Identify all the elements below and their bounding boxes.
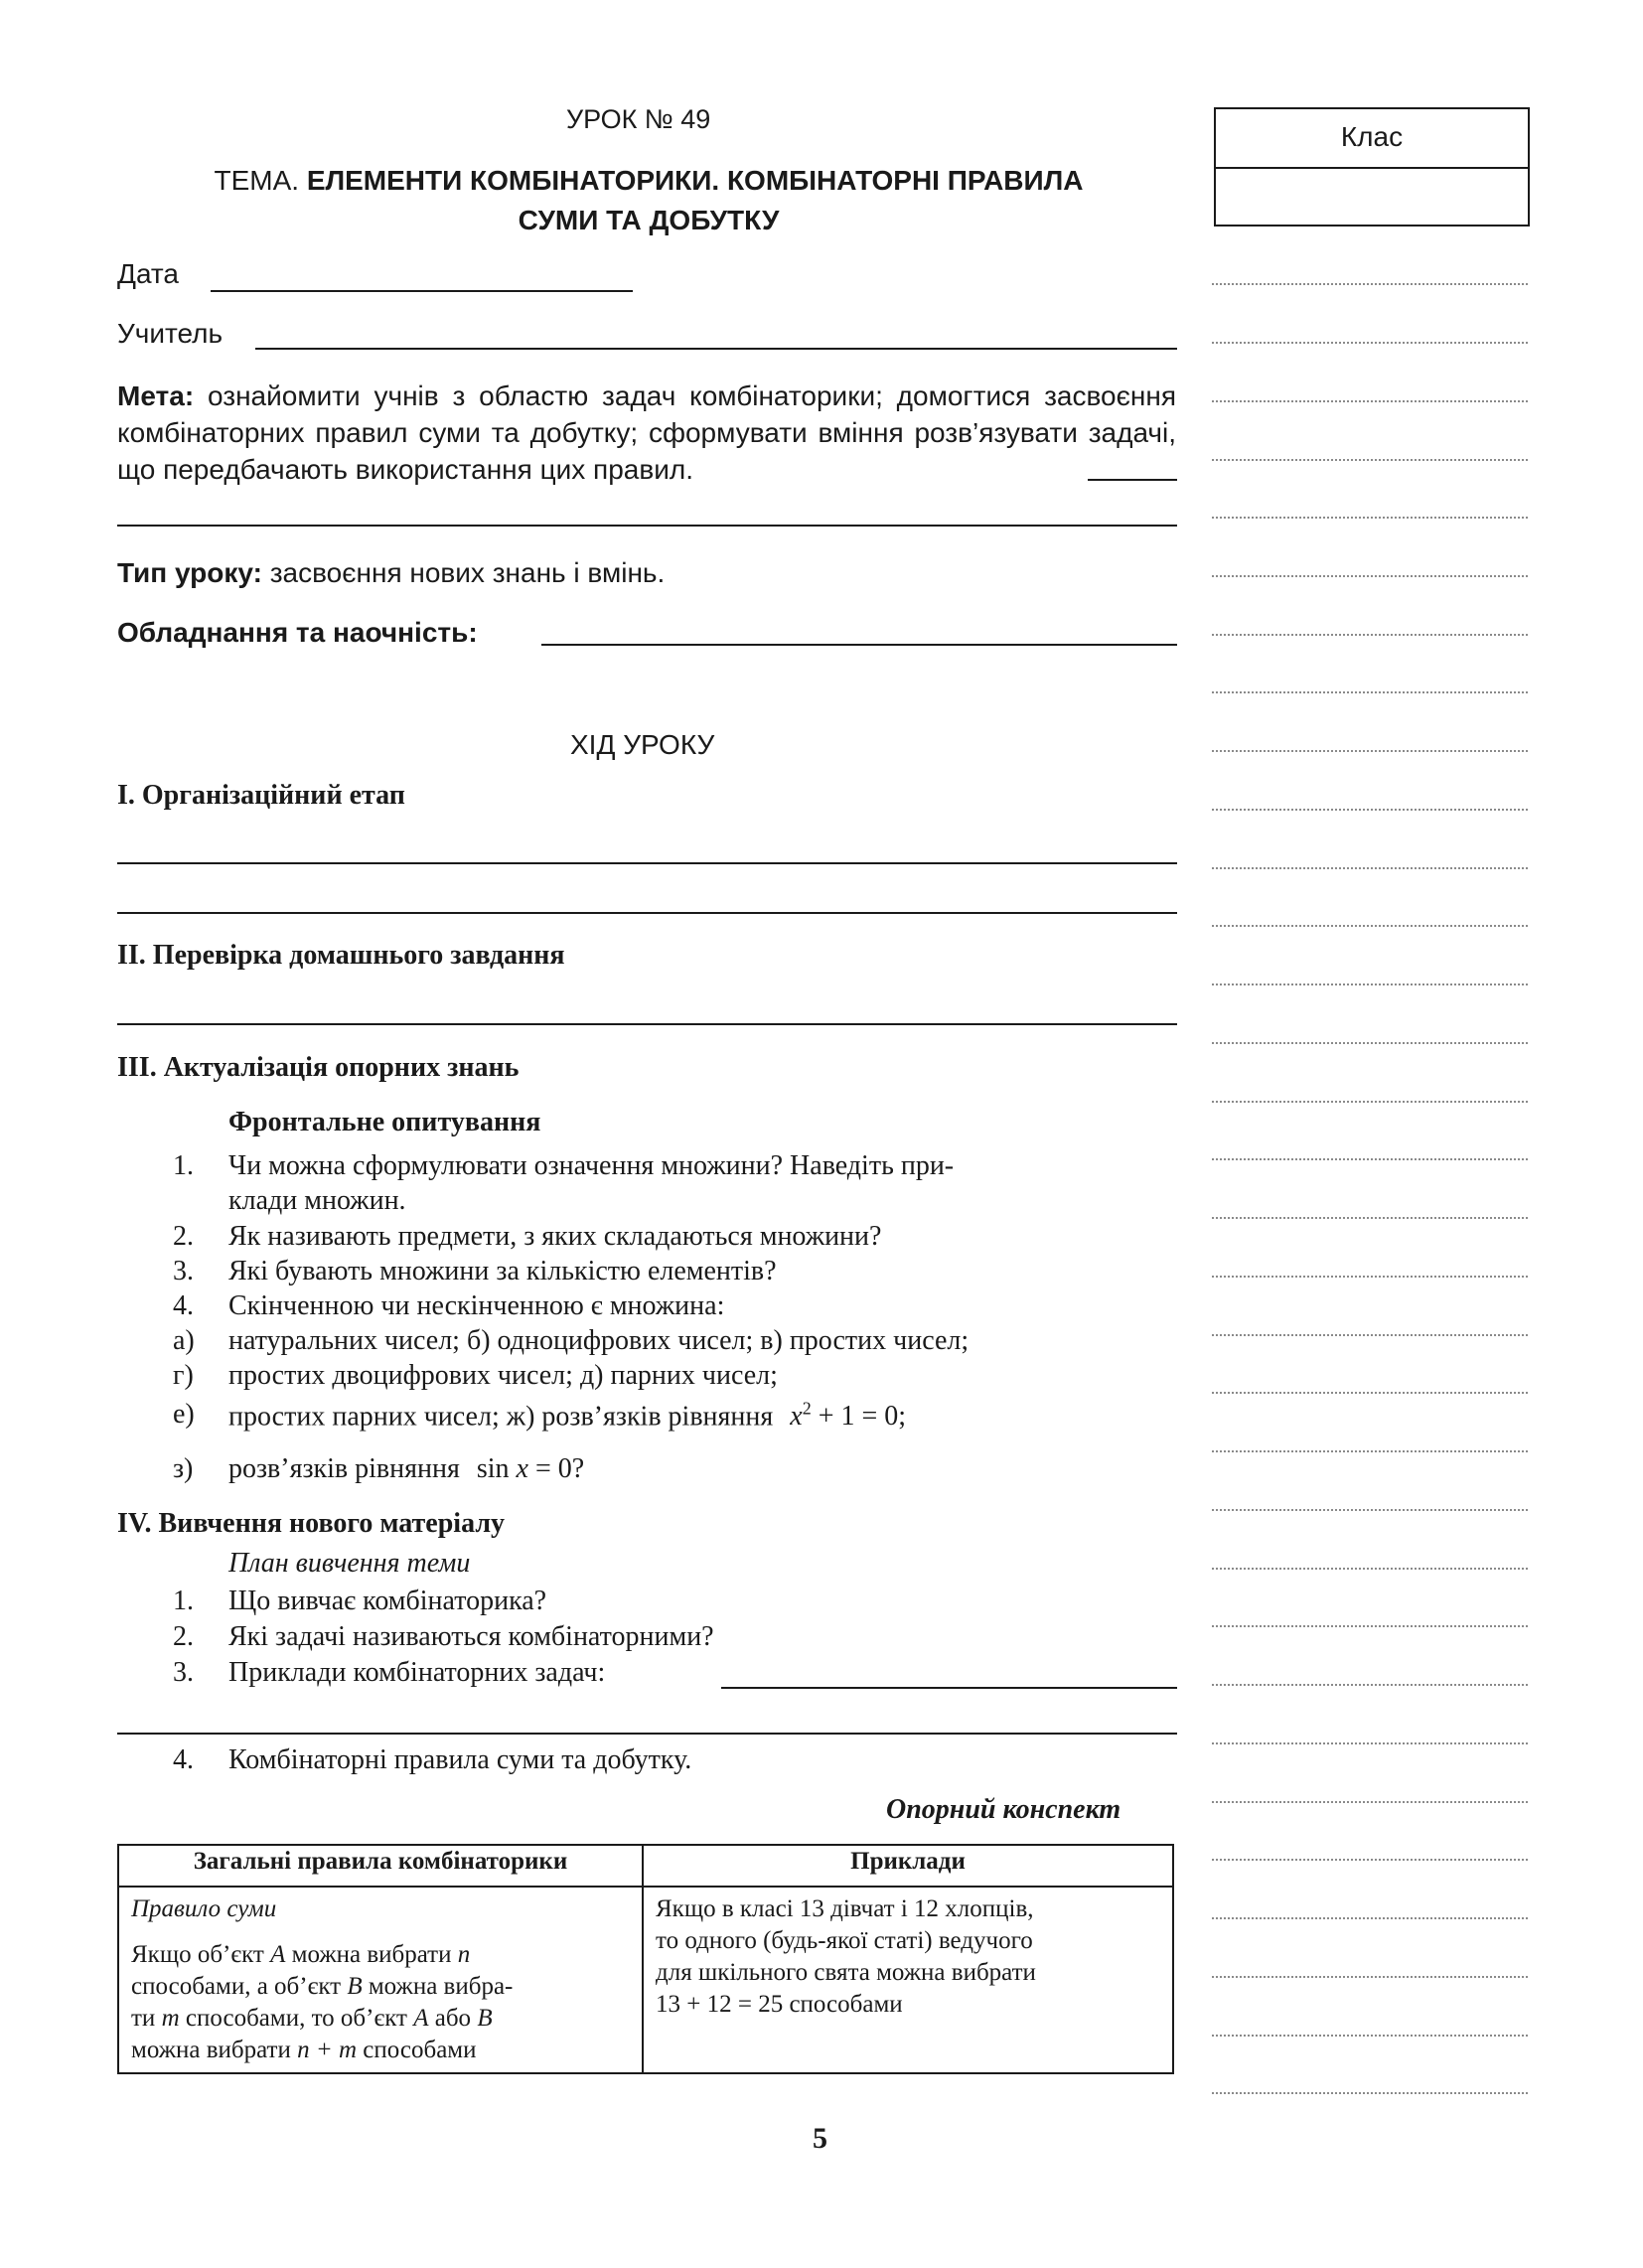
equipment-input-line[interactable]: [541, 644, 1177, 646]
margin-line[interactable]: [1212, 283, 1528, 285]
teacher-label: Учитель: [117, 318, 224, 349]
margin-line[interactable]: [1212, 1859, 1528, 1861]
example-cell: [643, 1887, 1173, 2073]
topic-title-line1: ЕЛЕМЕНТИ КОМБІНАТОРИКИ. КОМБІНАТОРНІ ПРАВИЛА: [306, 165, 1084, 196]
rule-title: Правило суми: [131, 1895, 277, 1922]
example-line: то одного (будь-якої статі) ведучого: [656, 1927, 1033, 1954]
lesson-type-label: Тип уроку:: [117, 557, 262, 588]
margin-line[interactable]: [1212, 575, 1528, 577]
margin-line[interactable]: [1212, 2035, 1528, 2037]
equation-x2: $x^2 + 1 = 0$;: [790, 1399, 907, 1433]
table-row: [118, 1887, 1173, 2073]
margin-line[interactable]: [1212, 1801, 1528, 1803]
margin-line[interactable]: [1212, 1042, 1528, 1044]
goal-fill-line[interactable]: [1088, 479, 1177, 481]
lesson-goal: [117, 378, 1176, 488]
page-number: 5: [813, 2122, 827, 2155]
section-1-title: I. Організаційний етап: [117, 780, 405, 811]
margin-line[interactable]: [1212, 517, 1528, 519]
margin-line[interactable]: [1212, 1334, 1528, 1336]
equipment: [117, 614, 478, 651]
section-3-title: III. Актуалізація опорних знань: [117, 1052, 520, 1083]
konspekt-label: Опорний конспект: [886, 1794, 1121, 1825]
equipment-label: Обладнання та наочність:: [117, 617, 478, 648]
section-2-title: II. Перевірка домашнього завдання: [117, 940, 565, 971]
margin-line[interactable]: [1212, 1568, 1528, 1570]
class-box[interactable]: [1214, 107, 1530, 227]
table-header-row: [118, 1845, 1173, 1887]
header-rules: Загальні правила комбінаторики: [118, 1845, 643, 1887]
margin-line[interactable]: [1212, 634, 1528, 636]
margin-line[interactable]: [1212, 1742, 1528, 1744]
teacher-input-line[interactable]: [255, 348, 1177, 350]
example-line: 13 + 12 = 25 способами: [656, 1991, 903, 2018]
margin-line[interactable]: [1212, 867, 1528, 869]
margin-line[interactable]: [1212, 400, 1528, 402]
plan-items: 1. Що вивчає комбінаторика? 2. Які задачі називаються комбінаторними? 3. Приклади комбінаторних задач: 4. Комбінаторні правила суми та добутку.: [173, 1586, 714, 1775]
margin-line[interactable]: [1212, 1509, 1528, 1511]
section-1-line[interactable]: [117, 912, 1177, 914]
rule-text: Якщо об’єкт A можна вибрати n способами, а об’єкт B можна вибра- ти m способами, то об’єкт A або B можна вибрати n + m способами: [131, 1941, 514, 2063]
margin-line[interactable]: [1212, 750, 1528, 752]
margin-line[interactable]: [1212, 691, 1528, 693]
goal-extra-line[interactable]: [117, 525, 1177, 527]
margin-line[interactable]: [1212, 809, 1528, 811]
example-line: для шкільного свята можна вибрати: [656, 1959, 1036, 1986]
margin-line[interactable]: [1212, 1276, 1528, 1278]
margin-line[interactable]: [1212, 1976, 1528, 1978]
margin-line[interactable]: [1212, 983, 1528, 985]
lesson-type-text: засвоєння нових знань і вмінь.: [269, 557, 666, 588]
margin-line[interactable]: [1212, 1217, 1528, 1219]
equation-sin: sin x = 0?: [476, 1453, 585, 1484]
lesson-number: УРОК № 49: [566, 104, 711, 134]
date-label: Дата: [117, 258, 180, 289]
lesson-topic: [117, 161, 1180, 240]
margin-line[interactable]: [1212, 1684, 1528, 1686]
example-line: Якщо в класі 13 дівчат і 12 хлопців,: [656, 1895, 1034, 1922]
date-input-line[interactable]: [211, 290, 633, 292]
margin-line[interactable]: [1212, 342, 1528, 344]
goal-text: ознайомити учнів з областю задач комбінаторики; домогтися засвоєння комбінаторних правил суми та добутку; сформувати вміння розв’язувати задачі, що передбачають використання цих правил.: [117, 380, 1176, 485]
rules-table: [117, 1844, 1174, 2074]
rule-cell: [118, 1887, 643, 2073]
examples-input-line[interactable]: [721, 1687, 1177, 1689]
frontal-survey-title: Фронтальне опитування: [228, 1107, 541, 1137]
margin-line[interactable]: [1212, 1450, 1528, 1452]
margin-line[interactable]: [1212, 1392, 1528, 1394]
examples-extra-line[interactable]: [117, 1733, 1177, 1735]
margin-line[interactable]: [1212, 1625, 1528, 1627]
margin-line[interactable]: [1212, 1917, 1528, 1919]
margin-line[interactable]: [1212, 925, 1528, 927]
class-label: Клас: [1216, 109, 1528, 169]
lesson-type: [117, 554, 665, 591]
margin-line[interactable]: [1212, 1158, 1528, 1160]
frontal-questions: 1. Чи можна сформулювати означення множини? Наведіть при- клади множин. 2. Як називають предмети, з яких складаються множини? 3. Які бувають множини за кількістю елементів? 4. Скінченною чи нескінченною є множина: а) натуральних чисел; б) одноцифрових чисел; в) простих чисел; г) простих двоцифрових чисел; д) парних чисел; е) простих парних чисел; ж) розв’язків рівняння $x^2 + 1 = 0$; з) розв’язків рівняння sin x = 0?: [173, 1150, 970, 1484]
margin-line[interactable]: [1212, 2092, 1528, 2094]
topic-prefix: ТЕМА.: [214, 165, 300, 196]
margin-line[interactable]: [1212, 459, 1528, 461]
margin-line[interactable]: [1212, 1101, 1528, 1103]
section-1-line[interactable]: [117, 862, 1177, 864]
plan-title: План вивчення теми: [228, 1548, 471, 1579]
course-heading: ХІД УРОКУ: [570, 729, 715, 760]
header-examples: Приклади: [643, 1845, 1173, 1887]
topic-title-line2: СУМИ ТА ДОБУТКУ: [518, 205, 780, 235]
section-4-title: IV. Вивчення нового матеріалу: [117, 1508, 506, 1539]
goal-label: Мета:: [117, 380, 195, 411]
section-2-line[interactable]: [117, 1023, 1177, 1025]
